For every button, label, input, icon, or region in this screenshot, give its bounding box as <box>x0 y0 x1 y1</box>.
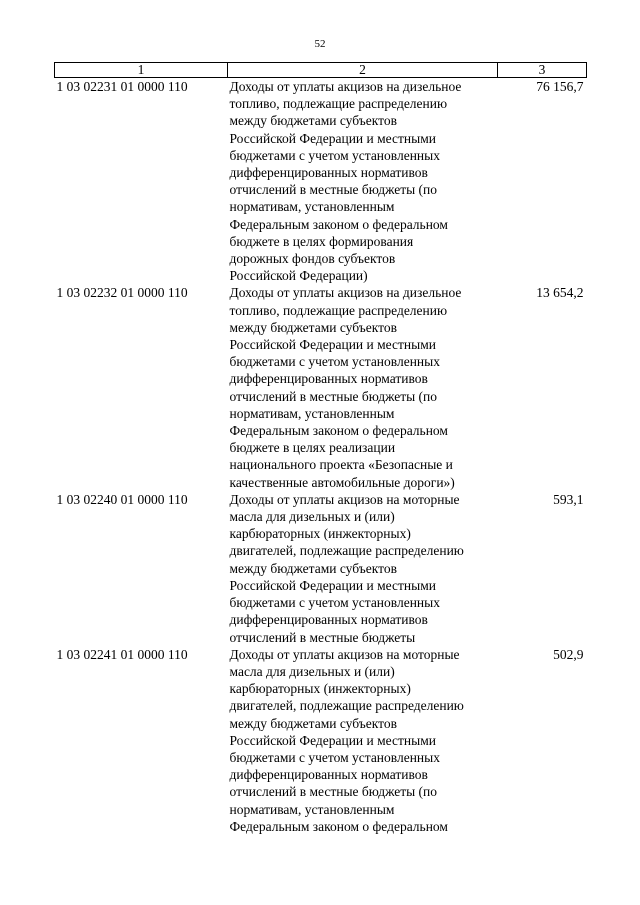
column-header-amount: 3 <box>498 63 587 78</box>
table-row <box>55 491 587 646</box>
revenue-code: 1 03 02241 01 0000 110 <box>56 646 188 662</box>
table-row <box>55 284 587 490</box>
budget-revenue-table <box>54 62 587 835</box>
column-header-name: 2 <box>228 63 498 78</box>
revenue-name: Доходы от уплаты акцизов на дизельное топливо, подлежащие распределению между бюджетами субъектов Российской Федерации и местными бюджетами с учетом установленных дифференцированных нормативов отчислений в местные бюджеты (по нормативам, установленным Федеральным законом о федеральном бюджете в целях формирования дорожных фондов субъектов Российской Федерации) <box>229 79 462 284</box>
column-header-code: 1 <box>55 63 228 78</box>
revenue-name: Доходы от уплаты акцизов на моторные масла для дизельных и (или) карбюраторных (инжекторных) двигателей, подлежащие распределению между бюджетами субъектов Российской Федерации и местными бюджетами с учетом установленных дифференцированных нормативов отчислений в местные бюджеты <box>229 491 464 645</box>
revenue-amount: 13 654,2 <box>536 285 584 301</box>
revenue-amount: 502,9 <box>553 646 584 662</box>
revenue-name: Доходы от уплаты акцизов на моторные масла для дизельных и (или) карбюраторных (инжекторных) двигателей, подлежащие распределению между бюджетами субъектов Российской Федерации и местными бюджетами с учетом установленных дифференцированных нормативов отчислений в местные бюджеты (по нормативам, установленным Федеральным законом о федеральном <box>229 646 464 834</box>
revenue-code: 1 03 02240 01 0000 110 <box>56 491 188 507</box>
revenue-amount: 593,1 <box>553 491 584 507</box>
table-header-row <box>55 63 587 78</box>
revenue-code: 1 03 02232 01 0000 110 <box>56 285 188 301</box>
revenue-name: Доходы от уплаты акцизов на дизельное топливо, подлежащие распределению между бюджетами субъектов Российской Федерации и местными бюджетами с учетом установленных дифференцированных нормативов отчислений в местные бюджеты (по нормативам, установленным Федеральным законом о федеральном бюджете в целях реализации национального проекта «Безопасные и качественные автомобильные дороги») <box>229 285 462 490</box>
revenue-amount: 76 156,7 <box>536 79 584 94</box>
table-row <box>55 646 587 835</box>
page-number: 52 <box>314 38 326 50</box>
table-row <box>55 78 587 285</box>
revenue-code: 1 03 02231 01 0000 110 <box>56 79 188 94</box>
